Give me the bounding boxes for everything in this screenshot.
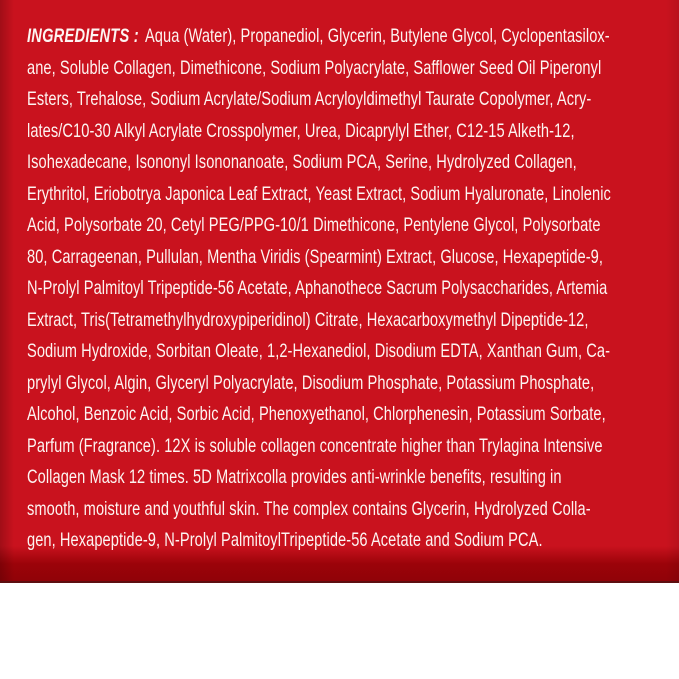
ingredients-line: Alcohol, Benzoic Acid, Sorbic Acid, Phenoxyethanol, Chlorphenesin, Potassium Sorbate,	[27, 403, 606, 425]
ingredients-line: Collagen Mask 12 times. 5D Matrixcolla provides anti-wrinkle benefits, resulting in	[27, 466, 562, 488]
ingredients-line: Esters, Trehalose, Sodium Acrylate/Sodium Acryloyldimethyl Taurate Copolymer, Acry-	[27, 88, 592, 110]
ingredients-line: 80, Carrageenan, Pullulan, Mentha Viridis (Spearmint) Extract, Glucose, Hexapeptide-9,	[27, 245, 604, 268]
ingredients-line: Acid, Polysorbate 20, Cetyl PEG/PPG-10/1 Dimethicone, Pentylene Glycol, Polysorbate	[27, 214, 601, 236]
ingredients-line: N-Prolyl Palmitoyl Tripeptide-56 Acetate, Aphanothece Sacrum Polysaccharides, Artemia	[27, 277, 608, 299]
ingredients-line: Sodium Hydroxide, Sorbitan Oleate, 1,2-Hexanediol, Disodium EDTA, Xanthan Gum, Ca-	[27, 340, 611, 362]
ingredients-line	[27, 21, 610, 53]
ingredients-line: prylyl Glycol, Algin, Glyceryl Polyacrylate, Disodium Phosphate, Potassium Phosphate,	[27, 371, 595, 394]
ingredients-line: gen, Hexapeptide-9, N-Prolyl PalmitoylTripeptide-56 Acetate and Sodium PCA.	[27, 529, 543, 551]
ingredients-line-text: Aqua (Water), Propanediol, Glycerin, Butylene Glycol, Cyclopentasilox-	[144, 25, 610, 47]
ingredients-line: Parfum (Fragrance). 12X is soluble collagen concentrate higher than Trylagina Intensive	[27, 434, 603, 457]
ingredients-line: smooth, moisture and youthful skin. The complex contains Glycerin, Hydrolyzed Colla-	[27, 497, 591, 520]
ingredients-line: Erythritol, Eriobotrya Japonica Leaf Extract, Yeast Extract, Sodium Hyaluronate, Linolenic	[27, 182, 611, 205]
ingredients-line: Extract, Tris(Tetramethylhydroxypiperidinol) Citrate, Hexacarboxymethyl Dipeptide-12,	[27, 308, 589, 331]
ingredients-line: ane, Soluble Collagen, Dimethicone, Sodium Polyacrylate, Safflower Seed Oil Piperonyl	[27, 56, 602, 79]
ingredients-heading-label: INGREDIENTS :	[27, 25, 139, 47]
ingredients-line: lates/C10-30 Alkyl Acrylate Crosspolymer, Urea, Dicaprylyl Ether, C12-15 Alketh-12,	[27, 119, 575, 142]
ingredients-line: Isohexadecane, Isononyl Isononanoate, Sodium PCA, Serine, Hydrolyzed Collagen,	[27, 151, 577, 173]
bottom-white-strip	[0, 583, 679, 677]
